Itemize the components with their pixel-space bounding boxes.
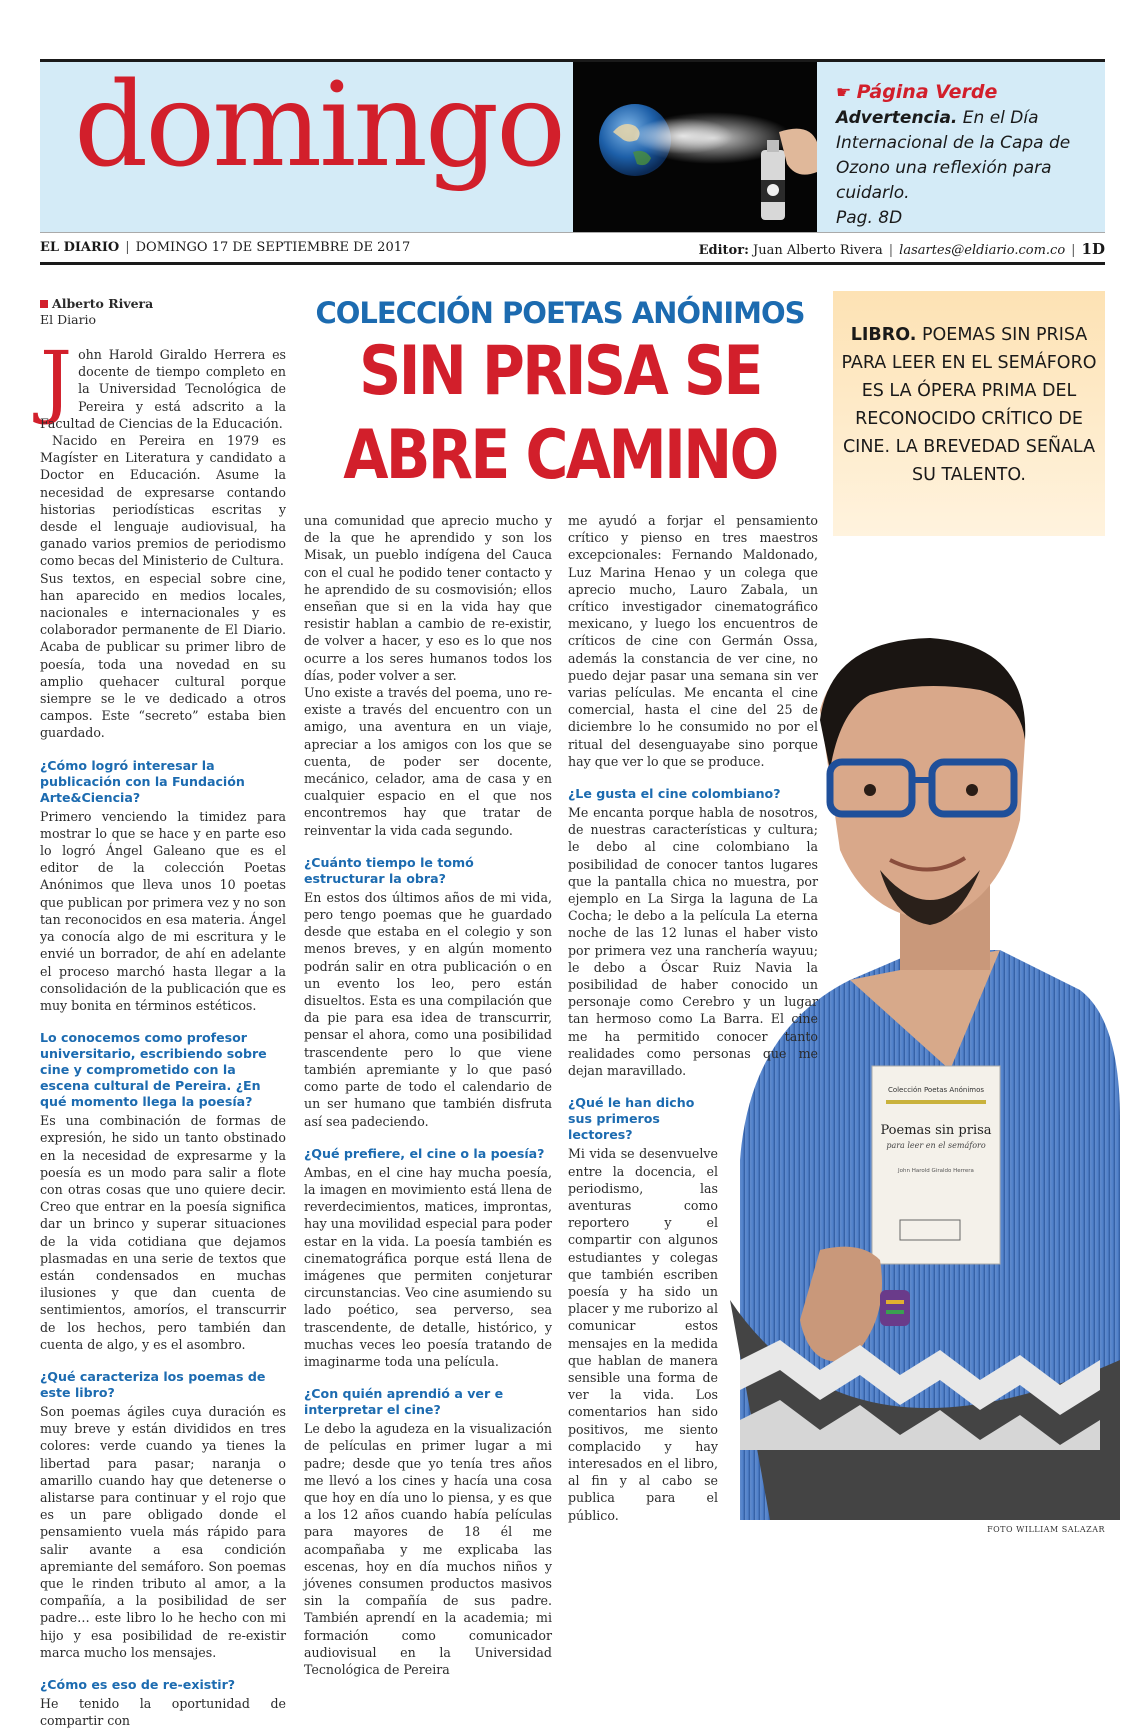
book-series-label: Colección Poetas Anónimos: [887, 1086, 985, 1094]
section-logo: domingo: [74, 58, 563, 193]
editor-name: Juan Alberto Rivera: [753, 243, 883, 258]
interview-answer: Es una combinación de formas de expresión, he sido un tanto obstinado en la necesidad de expresarme y la poesía es un modo para salir a flote con otras cosas que uno quiere decir. Creo que entrar en la poesía significa dar un brinco y superar situaciones de la vida cotidiana que dejamos plasmadas en una serie de textos que están condensados en muchas ilusiones y que dan cuenta de sentimientos, amoríos, el transcurrir de los hechos, pero también dan cuenta de algo, y es el asombro.: [40, 1113, 286, 1352]
article-column-3: [568, 512, 818, 1524]
interview-answer: He tenido la oportunidad de compartir con: [40, 1696, 286, 1729]
interview-question: Lo conocemos como profesor universitario, escribiendo sobre cine y comprometido con la escena cultural de Pereira. ¿En qué momento llega la poesía?: [40, 1030, 267, 1110]
body-paragraph: Nacido en Pereira en 1979 es Magíster en Literatura y candidato a Doctor en Educación. Asume la necesidad de expresarse contando historias periodísticas escritas y desde el lenguaje audiovisual, ha ganado varios premios de periodismo como becas del Ministerio de Cultura.: [40, 433, 286, 569]
teaser-text: En el Día Internacional de la Capa de Ozono una reflexión para cuidarlo.: [836, 108, 1071, 203]
article-headline: SIN PRISA SE ABRE CAMINO: [343, 332, 777, 495]
interview-question: ¿Cómo logró interesar la publicación con la Fundación Arte&Ciencia?: [40, 757, 245, 805]
editor-label: Editor:: [698, 243, 749, 258]
byline: [40, 296, 286, 328]
body-paragraph: me ayudó a forjar el pensamiento crítico y pienso en tres maestros excepcionales: Fernando Maldonado, Luz Marina Henao y un colega que aprecio mucho, Lauro Zabala, un crítico investigador cinematográfico mexicano, y luego los encuentros de críticos de cine con Germán Ossa, además la constancia de ver cine, no puedo dejar pasar una semana sin ver varias películas. Me encanta el cine comercial, hasta el cine del 25 de diciembre lo he consumido no por el ritual del desenguayabe sino porque hay que ver lo que se produce.: [568, 513, 818, 769]
body-paragraph: una comunidad que aprecio mucho y de la que he aprendido y son los Misak, un pueblo indígena del Cauca con el cual he podido tener contacto y he aprendido de su cosmovisión; ellos enseñan que si en la vida hay que resistir hablan a cambio de re-existir, de volver a hacer, y eso es lo que nos ocurre a los seres humanos todos los días, poder volver a ser.: [304, 513, 552, 683]
interview-answer: Me encanta porque habla de nosotros, de nuestras características y cultura; le debo al cine colombiano la posibilidad de conocer tantos lugares que la pantalla chica no muestra, por ejemplo en La Sirga la laguna de La Cocha; le debo a la película La eterna noche de las 12 lunas el haber visto por primera vez una ranchería wayuu; le debo a Óscar Ruiz Navia la posibilidad de haber conocido un personaje como Cerebro y un lugar tan hermoso como La Barra. El cine me ha permitido conocer tanto realidades como personas que me dejan maravillado.: [568, 805, 818, 1079]
interview-question: ¿Qué prefiere, el cine o la poesía?: [304, 1145, 545, 1161]
interview-question: ¿Con quién aprendió a ver e interpretar el cine?: [304, 1386, 504, 1418]
interview-answer: En estos dos últimos años de mi vida, pero tengo poemas que he guardado desde que estaba en el colegio y son menos breves, y en algún momento podrán salir en otra publicación o en un evento los leo, pero están disueltos. Esta es una compilación que da pie para esa idea de transcurrir, pensar el ahora, como una posibilidad trascendente pero lo que viene también apremiante y lo que pasó como parte de todo el calendario de un ser humano que también disfruta así sea padeciendo.: [304, 889, 552, 1129]
photo-credit: FOTO WILLIAM SALAZAR: [987, 1525, 1105, 1534]
ozone-teaser-photo: [573, 62, 817, 232]
interview-question: ¿Cuánto tiempo le tomó estructurar la obra?: [304, 854, 474, 886]
issue-date: DOMINGO 17 DE SEPTIEMBRE DE 2017: [135, 240, 411, 255]
intro-paragraph: ohn Harold Giraldo Herrera es docente de tiempo completo en la Universidad Tecnológica de Pereira y está adscrito a la Facultad de Ciencias de la Educación.: [40, 347, 286, 431]
paper-name: EL DIARIO: [40, 240, 120, 255]
interview-answer: Son poemas ágiles cuya duración es muy breve y están divididos en tres colores: verde cuando ya tienes la libertad para pasar; naranja o amarillo cuando hay que detenerse o alistarse para continuar y el rojo que es un pare obligado donde el pensamiento vuela más rápido para salir avante a esa condición apremiante del semáforo. Son poemas que le rinden tributo al amor, a la compañía, a la posibilidad de ser padre… este libro lo he hecho con mi hijo y esa posibilidad de re-existir marca mucho los mensajes.: [40, 1403, 286, 1660]
teaser-section: Página Verde: [856, 81, 998, 103]
interview-question: ¿Qué le han dicho sus primeros lectores?: [568, 1095, 695, 1143]
dateline: EL DIARIO | DOMINGO 17 DE SEPTIEMBRE DE 2017 Editor: Juan Alberto Rivera | lasartes@eldiario.com.co | 1D: [40, 240, 1105, 265]
teaser-page: Pag. 8D: [836, 208, 903, 228]
page-number: 1D: [1081, 240, 1105, 258]
drop-cap: J: [40, 334, 73, 427]
article-column-2: [304, 512, 552, 1678]
interview-answer: Ambas, en el cine hay mucha poesía, la imagen en movimiento está llena de reverdecimientos, matices, improntas, hay una movilidad especial para poder estar en la vida. La poesía también es cinematográfica porque está llena de imágenes que permiten conjeturar circunstancias. Veo cine asumiendo su lado poético, sea perverso, sea trascendente, de detalle, histórico, y muchas veces leo poesía tratando de imaginarme toda una película.: [304, 1164, 552, 1369]
editor-email[interactable]: lasartes@eldiario.com.co: [899, 243, 1066, 258]
article-kicker: COLECCIÓN POETAS ANÓNIMOS: [315, 296, 805, 330]
byline-marker-icon: [40, 300, 48, 308]
book-author: John Harold Giraldo Herrera: [898, 1168, 974, 1174]
interview-question: ¿Le gusta el cine colombiano?: [568, 786, 781, 802]
pull-quote-box: [833, 291, 1105, 536]
pull-quote-lead: LIBRO.: [850, 325, 917, 345]
interview-answer: Primero venciendo la timidez para mostrar lo que se hace y en parte eso lo logró Ángel Galeano que es el editor de la colección Poetas Anónimos que lleva unos 10 poetas que publican por primera vez y no son tan reconocidos en esa materia. Ángel ya conocía algo de mi escritura y le envié un borrador, de ahí en adelante el proceso marchó hasta llegar a la consolidación de la publicación que es muy bonita en términos estéticos.: [40, 808, 286, 1013]
book-title: Poemas sin prisa: [880, 1123, 992, 1138]
interview-question: ¿Qué caracteriza los poemas de este libro?: [40, 1368, 266, 1400]
article-column-1: [40, 296, 286, 1729]
outlet-name: El Diario: [40, 312, 97, 327]
masthead: [40, 59, 1105, 233]
interview-question: ¿Cómo es eso de re-existir?: [40, 1677, 236, 1692]
pointing-hand-icon: ☛: [836, 83, 852, 103]
interview-answer: Mi vida se desenvuelve entre la docencia, el periodismo, las aventuras como reportero y el compartir con algunos estudiantes y colegas que también escriben poesía y ha sido un placer y me ruborizo al comunicar estos mensajes en la medida que hablan de manera sensible una forma de ver la vida. Los comentarios han sido positivos, me siento complacido y hay interesados en el libro, al fin y al cabo se publica para el público.: [568, 1146, 718, 1523]
teaser-lead: Advertencia.: [836, 108, 958, 128]
body-paragraph: Uno existe a través del poema, uno re-existe a través del encuentro con un amigo, una aventura en un viaje, apreciar a los amigos con los que se cuenta, de poder ser docente, mecánico, celador, ama de casa y en cualquier espacio en el que nos encontremos hay que tratar de reinventar la vida cada segundo.: [304, 685, 552, 838]
pull-quote-text: POEMAS SIN PRISA PARA LEER EN EL SEMÁFORO ES LA ÓPERA PRIMA DEL RECONOCIDO CRÍTICO DE CINE. LA BREVEDAD SEÑALA SU TALENTO.: [841, 325, 1097, 485]
interview-answer: Le debo la agudeza en la visualización de películas en primer lugar a mi padre; desde que yo tenía tres años me llevó a los cines y hacía una cosa que hoy en día uno lo piensa, y es que a los 12 años cuando había películas para mayores de 18 él me acompañaba y me explicaba las escenas, hoy en día muchos niños y jóvenes consumen productos masivos sin la compañía de sus padre. También aprendí en la academia; mi formación como comunicador audiovisual en la Universidad Tecnológica de Pereira: [304, 1421, 552, 1677]
author-name: Alberto Rivera: [52, 296, 154, 311]
book-subtitle: para leer en el semáforo: [886, 1141, 986, 1150]
body-paragraph: Sus textos, en especial sobre cine, han aparecido en medios locales, nacionales e internacionales y es colaborador permanente de El Diario. Acaba de publicar su primer libro de poesía, toda una novedad en su amplio quehacer cultural porque siempre se le ve dedicado a otros campos. Este “secreto” estaba bien guardado.: [40, 570, 286, 741]
page-teaser[interactable]: [836, 80, 1096, 231]
